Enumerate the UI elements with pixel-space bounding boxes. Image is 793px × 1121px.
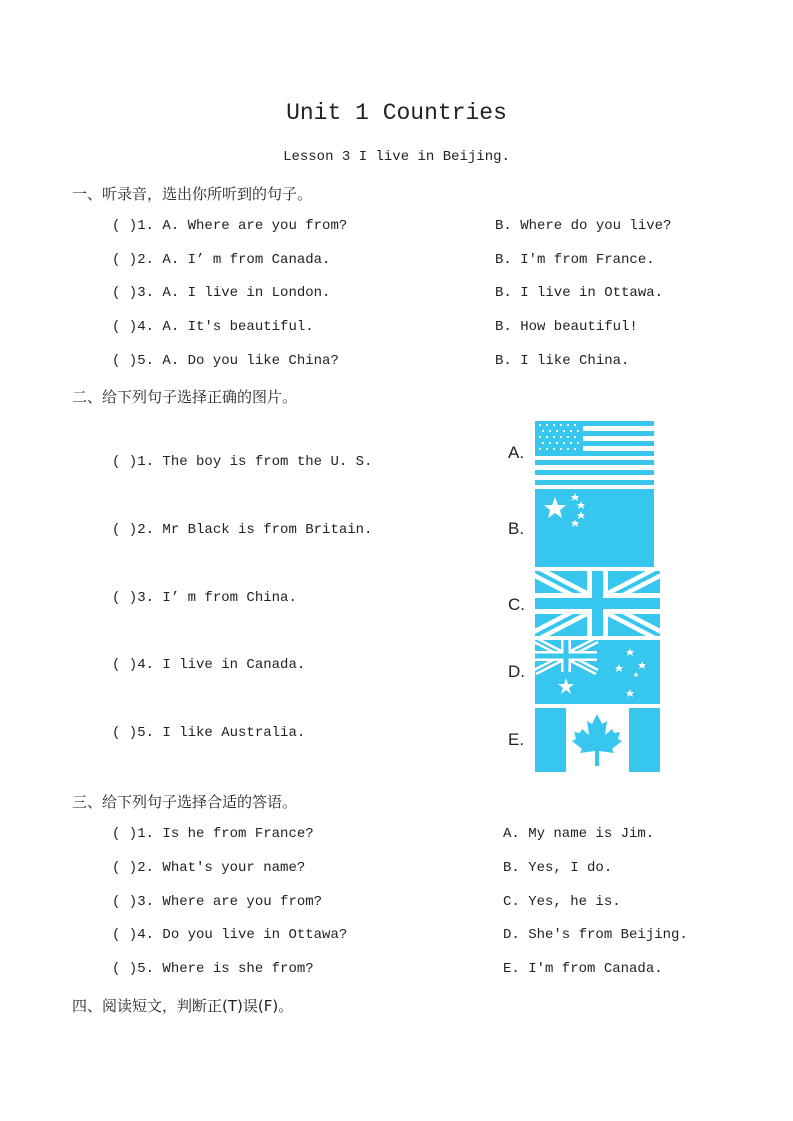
s1-item-2 <box>112 252 330 268</box>
answer-blank[interactable]: ( ) <box>112 826 138 842</box>
answer-blank[interactable]: ( ) <box>112 252 138 268</box>
s1-item-1 <box>112 218 347 234</box>
s2-item-3 <box>112 590 297 606</box>
s2-sentence: 1. The boy is from the U. S. <box>137 454 373 470</box>
uk-flag-icon <box>535 571 660 636</box>
flag-letter-b: B. <box>508 519 525 538</box>
answer-blank[interactable]: ( ) <box>112 218 138 234</box>
s2-sentence: 4. I live in Canada. <box>137 657 306 673</box>
s1-option-a: 3. A. I live in London. <box>137 285 331 301</box>
answer-blank[interactable]: ( ) <box>112 319 138 335</box>
s3-item-1 <box>112 826 314 842</box>
s2-item-1 <box>112 454 372 470</box>
answer-blank[interactable]: ( ) <box>112 353 138 369</box>
canada-flag-icon <box>535 708 660 772</box>
flag-letter-c: C. <box>508 595 525 614</box>
s1-option-a: 2. A. I’ m from Canada. <box>137 252 331 268</box>
s1-item-5 <box>112 353 339 369</box>
s1-option-a: 5. A. Do you like China? <box>137 353 339 369</box>
s3-answer: E. I'm from Canada. <box>503 961 663 977</box>
s2-sentence: 5. I like Australia. <box>137 725 306 741</box>
flag-letter-e: E. <box>508 730 525 749</box>
answer-blank[interactable]: ( ) <box>112 961 138 977</box>
s1-item-4 <box>112 319 314 335</box>
answer-blank[interactable]: ( ) <box>112 657 138 673</box>
s2-item-4 <box>112 657 305 673</box>
answer-blank[interactable]: ( ) <box>112 590 138 606</box>
answer-blank[interactable]: ( ) <box>112 522 138 538</box>
s1-option-b: B. Where do you live? <box>495 218 672 234</box>
s1-option-b: B. I like China. <box>495 353 630 369</box>
answer-blank[interactable]: ( ) <box>112 927 138 943</box>
flag-letter-a: A. <box>508 443 525 462</box>
s1-option-b: B. I'm from France. <box>495 252 655 268</box>
section4-heading: 四、阅读短文，判断正(T)误(F)。 <box>72 997 294 1015</box>
usa-flag-icon <box>535 421 654 485</box>
s3-item-2 <box>112 860 305 876</box>
s3-item-3 <box>112 894 322 910</box>
s1-option-b: B. I live in Ottawa. <box>495 285 664 301</box>
s3-question: 3. Where are you from? <box>137 894 323 910</box>
s3-answer: A. My name is Jim. <box>503 826 655 842</box>
s3-answer: C. Yes, he is. <box>503 894 621 910</box>
section2-heading: 二、给下列句子选择正确的图片。 <box>72 388 298 406</box>
china-flag-icon <box>535 489 654 567</box>
lesson-subtitle: Lesson 3 I live in Beijing. <box>283 149 510 165</box>
s1-option-a: 4. A. It's beautiful. <box>137 319 314 335</box>
answer-blank[interactable]: ( ) <box>112 725 138 741</box>
s2-item-2 <box>112 522 372 538</box>
s2-item-5 <box>112 725 305 741</box>
s2-sentence: 2. Mr Black is from Britain. <box>137 522 373 538</box>
section1-heading: 一、听录音，选出你所听到的句子。 <box>72 185 313 203</box>
s3-answer: B. Yes, I do. <box>503 860 613 876</box>
page-title: Unit 1 Countries <box>286 100 507 126</box>
s3-question: 1. Is he from France? <box>137 826 314 842</box>
answer-blank[interactable]: ( ) <box>112 860 138 876</box>
s3-question: 5. Where is she from? <box>137 961 314 977</box>
australia-flag-icon <box>535 640 660 704</box>
section3-heading: 三、给下列句子选择合适的答语。 <box>72 793 298 811</box>
s3-item-5 <box>112 961 314 977</box>
s1-option-b: B. How beautiful! <box>495 319 638 335</box>
s3-answer: D. She's from Beijing. <box>503 927 688 943</box>
flag-letter-d: D. <box>508 662 525 681</box>
answer-blank[interactable]: ( ) <box>112 894 138 910</box>
s1-option-a: 1. A. Where are you from? <box>137 218 348 234</box>
s3-question: 4. Do you live in Ottawa? <box>137 927 348 943</box>
s1-item-3 <box>112 285 330 301</box>
answer-blank[interactable]: ( ) <box>112 454 138 470</box>
s2-sentence: 3. I’ m from China. <box>137 590 297 606</box>
s3-item-4 <box>112 927 347 943</box>
answer-blank[interactable]: ( ) <box>112 285 138 301</box>
s3-question: 2. What's your name? <box>137 860 306 876</box>
